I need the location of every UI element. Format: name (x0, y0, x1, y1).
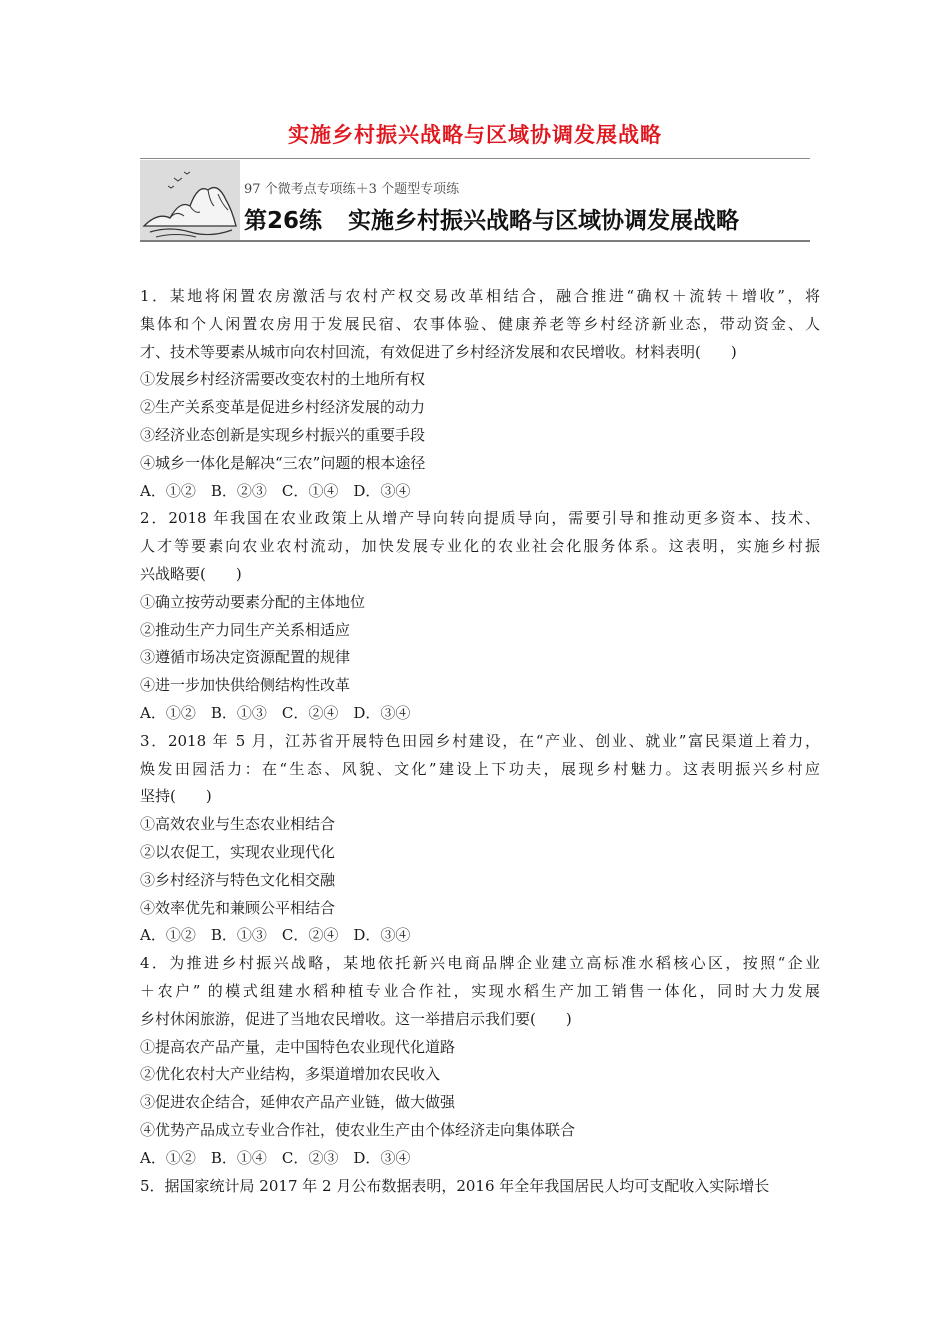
question-list (140, 283, 820, 1200)
statement-item: ③遵循市场决定资源配置的规律 (140, 648, 351, 667)
section-title: 实施乡村振兴战略与区域协调发展战略 (348, 208, 740, 234)
question-stem-line: 2．2018 年我国在农业政策上从增产导向转向提质导向，需要引导和推动更多资本、技术、 (140, 509, 820, 528)
statement-item: ①发展乡村经济需要改变农村的土地所有权 (140, 370, 426, 389)
statement-item: ④效率优先和兼顾公平相结合 (140, 898, 336, 917)
answer-options: A．①② B．①③ C．②④ D．③④ (140, 703, 411, 722)
question-stem-line: ＋农户” 的模式组建水稻种植专业合作社，实现水稻生产加工销售一体化，同时大力发展 (140, 981, 820, 1000)
question-stem-line: 才、技术等要素从城市向农村回流，有效促进了乡村经济发展和农民增收。材料表明( ) (140, 342, 737, 361)
statement-item: ③促进农企结合，延伸农产品产业链，做大做强 (140, 1093, 456, 1112)
statement-item: ②优化农村大产业结构，多渠道增加农民收入 (140, 1065, 441, 1084)
question-stem-line: 5．据国家统计局 2017 年 2 月公布数据表明，2016 年全年我国居民人均可支配收入实际增长 (140, 1176, 770, 1195)
question-stem-line: 1．某地将闲置农房激活与农村产权交易改革相结合，融合推进“确权＋流转＋增收”，将 (140, 287, 820, 305)
question-stem-line: 集体和个人闲置农房用于发展民宿、农事体验、健康养老等乡村经济新业态，带动资金、人 (140, 314, 820, 333)
statement-item: ②推动生产力同生产关系相适应 (140, 620, 351, 639)
statement-item: ③经济业态创新是实现乡村振兴的重要手段 (140, 425, 426, 444)
banner-top-rule (140, 158, 810, 159)
question-stem-line: 3．2018 年 5 月，江苏省开展特色田园乡村建设，在“产业、创业、就业”富民渠道上着力， (140, 731, 820, 750)
question-stem-line: 兴战略要( ) (140, 564, 242, 583)
answer-options: A．①② B．②③ C．①④ D．③④ (140, 481, 411, 500)
answer-options: A．①② B．①③ C．②④ D．③④ (140, 926, 411, 945)
question-1 (140, 283, 820, 505)
statement-item: ④城乡一体化是解决“三农”问题的根本途径 (140, 453, 426, 472)
statement-item: ④优势产品成立专业合作社，使农业生产由个体经济走向集体联合 (140, 1120, 576, 1139)
question-stem-line: 坚持( ) (140, 787, 212, 806)
statement-item: ②生产关系变革是促进乡村经济发展的动力 (140, 398, 426, 417)
statement-item: ①提高农产品产量，走中国特色农业现代化道路 (140, 1037, 456, 1056)
question-stem-line: 4．为推进乡村振兴战略，某地依托新兴电商品牌企业建立高标准水稻核心区，按照“企业 (140, 954, 820, 973)
statement-item: ③乡村经济与特色文化相交融 (140, 870, 336, 889)
question-2 (140, 505, 820, 727)
section-banner (140, 158, 810, 242)
question-stem-line: 乡村休闲旅游，促进了当地农民增收。这一举措启示我们要( ) (140, 1009, 572, 1028)
question-3 (140, 728, 820, 950)
banner-bottom-rule (140, 240, 810, 242)
statement-item: ②以农促工，实现农业现代化 (140, 842, 336, 861)
question-stem-line: 人才等要素向农业农村流动，加快发展专业化的农业社会化服务体系。这表明，实施乡村振 (140, 537, 820, 556)
question-4 (140, 950, 820, 1172)
document-title: 实施乡村振兴战略与区域协调发展战略 (288, 123, 662, 147)
question-stem-line: 焕发田园活力：在“生态、风貌、文化”建设上下功夫，展现乡村魅力。这表明振兴乡村应 (140, 759, 820, 778)
statement-item: ④进一步加快供给侧结构性改革 (140, 676, 351, 695)
section-label: 第26练 (244, 208, 323, 234)
banner-subtitle: 97 个微考点专项练＋3 个题型专项练 (244, 182, 460, 197)
section-heading (244, 202, 739, 235)
question-5 (140, 1173, 820, 1201)
mountain-landscape-illustration (140, 160, 240, 240)
answer-options: A．①② B．①④ C．②③ D．③④ (140, 1148, 411, 1167)
statement-item: ①高效农业与生态农业相结合 (140, 815, 336, 834)
statement-item: ①确立按劳动要素分配的主体地位 (140, 592, 366, 611)
